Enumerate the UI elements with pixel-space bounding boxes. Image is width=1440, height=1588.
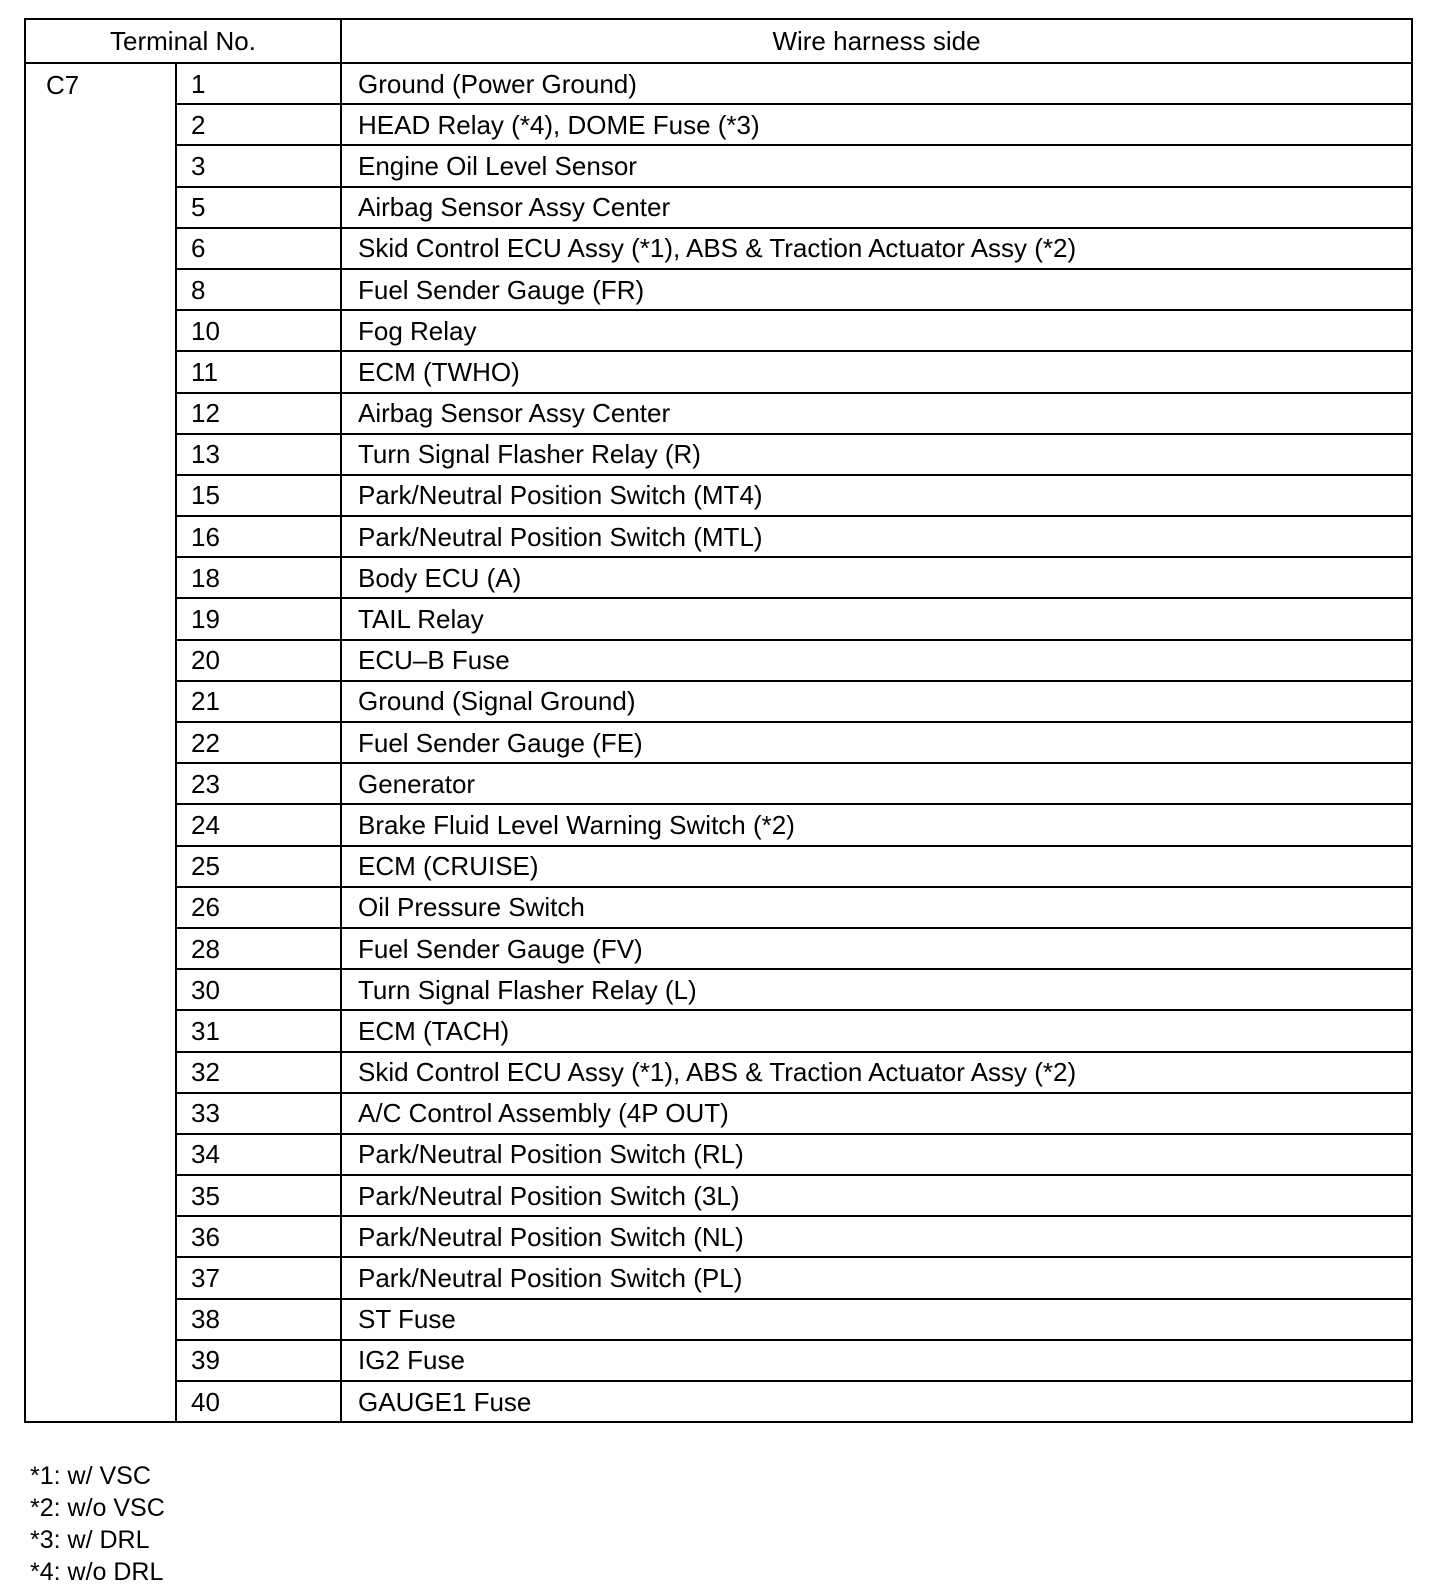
table-row bbox=[25, 928, 1412, 969]
terminal-pin: 39 bbox=[176, 1340, 341, 1381]
terminal-pin: 2 bbox=[176, 104, 341, 145]
terminal-pin: 21 bbox=[176, 681, 341, 722]
wire-harness-description: ECM (TWHO) bbox=[341, 351, 1412, 392]
table-row bbox=[25, 1052, 1412, 1093]
terminal-pin: 35 bbox=[176, 1175, 341, 1216]
table-row bbox=[25, 969, 1412, 1010]
wire-harness-description: Turn Signal Flasher Relay (R) bbox=[341, 434, 1412, 475]
terminal-pin: 12 bbox=[176, 393, 341, 434]
table-row bbox=[25, 104, 1412, 145]
wire-harness-description: Ground (Signal Ground) bbox=[341, 681, 1412, 722]
terminal-pin: 30 bbox=[176, 969, 341, 1010]
wire-harness-description: Park/Neutral Position Switch (MT4) bbox=[341, 475, 1412, 516]
table-row bbox=[25, 269, 1412, 310]
table-row bbox=[25, 1299, 1412, 1340]
wire-harness-description: TAIL Relay bbox=[341, 598, 1412, 639]
table-row bbox=[25, 1381, 1412, 1422]
table-row bbox=[25, 310, 1412, 351]
wire-harness-description: Ground (Power Ground) bbox=[341, 63, 1412, 104]
wire-harness-description: HEAD Relay (*4), DOME Fuse (*3) bbox=[341, 104, 1412, 145]
wire-harness-description: Airbag Sensor Assy Center bbox=[341, 187, 1412, 228]
terminal-pin: 36 bbox=[176, 1216, 341, 1257]
terminal-pin: 32 bbox=[176, 1052, 341, 1093]
terminal-table bbox=[24, 18, 1413, 1423]
terminal-pin: 23 bbox=[176, 763, 341, 804]
terminal-pin: 34 bbox=[176, 1134, 341, 1175]
wire-harness-description: ECM (TACH) bbox=[341, 1010, 1412, 1051]
header-terminal-no: Terminal No. bbox=[25, 19, 341, 63]
terminal-pin: 6 bbox=[176, 228, 341, 269]
wire-harness-description: Park/Neutral Position Switch (RL) bbox=[341, 1134, 1412, 1175]
wire-harness-description: Fog Relay bbox=[341, 310, 1412, 351]
table-row bbox=[25, 434, 1412, 475]
footnote: *2: w/o VSC bbox=[30, 1494, 165, 1522]
terminal-pin: 31 bbox=[176, 1010, 341, 1051]
wire-harness-description: Park/Neutral Position Switch (3L) bbox=[341, 1175, 1412, 1216]
table-row bbox=[25, 1216, 1412, 1257]
footnote: *3: w/ DRL bbox=[30, 1526, 150, 1554]
wire-harness-description: GAUGE1 Fuse bbox=[341, 1381, 1412, 1422]
terminal-pin: 8 bbox=[176, 269, 341, 310]
terminal-pin: 10 bbox=[176, 310, 341, 351]
table-row bbox=[25, 598, 1412, 639]
terminal-pin: 24 bbox=[176, 804, 341, 845]
table-row bbox=[25, 351, 1412, 392]
table-row bbox=[25, 1257, 1412, 1298]
wire-harness-description: Airbag Sensor Assy Center bbox=[341, 393, 1412, 434]
terminal-pin: 19 bbox=[176, 598, 341, 639]
terminal-pin: 15 bbox=[176, 475, 341, 516]
wire-harness-description: Turn Signal Flasher Relay (L) bbox=[341, 969, 1412, 1010]
table-header-row bbox=[25, 19, 1412, 63]
terminal-pin: 28 bbox=[176, 928, 341, 969]
table-row bbox=[25, 557, 1412, 598]
wire-harness-description: Park/Neutral Position Switch (MTL) bbox=[341, 516, 1412, 557]
table-row bbox=[25, 722, 1412, 763]
terminal-pin: 16 bbox=[176, 516, 341, 557]
table-row bbox=[25, 681, 1412, 722]
wire-harness-description: Skid Control ECU Assy (*1), ABS & Traction Actuator Assy (*2) bbox=[341, 228, 1412, 269]
wire-harness-description: Park/Neutral Position Switch (NL) bbox=[341, 1216, 1412, 1257]
terminal-pin: 18 bbox=[176, 557, 341, 598]
table-row bbox=[25, 475, 1412, 516]
table-row bbox=[25, 1134, 1412, 1175]
table-row bbox=[25, 887, 1412, 928]
wire-harness-description: Generator bbox=[341, 763, 1412, 804]
wire-harness-description: Fuel Sender Gauge (FE) bbox=[341, 722, 1412, 763]
terminal-pin: 33 bbox=[176, 1093, 341, 1134]
table-row bbox=[25, 763, 1412, 804]
table-row bbox=[25, 640, 1412, 681]
wire-harness-description: Engine Oil Level Sensor bbox=[341, 145, 1412, 186]
terminal-pin: 25 bbox=[176, 846, 341, 887]
terminal-pin: 38 bbox=[176, 1299, 341, 1340]
table-row bbox=[25, 187, 1412, 228]
wire-harness-description: Skid Control ECU Assy (*1), ABS & Traction Actuator Assy (*2) bbox=[341, 1052, 1412, 1093]
table-row bbox=[25, 228, 1412, 269]
connector-code: C7 bbox=[25, 63, 176, 1422]
wire-harness-description: ST Fuse bbox=[341, 1299, 1412, 1340]
wire-harness-description: A/C Control Assembly (4P OUT) bbox=[341, 1093, 1412, 1134]
wire-harness-description: Park/Neutral Position Switch (PL) bbox=[341, 1257, 1412, 1298]
table-row bbox=[25, 393, 1412, 434]
terminal-pin: 11 bbox=[176, 351, 341, 392]
terminal-pin: 26 bbox=[176, 887, 341, 928]
wire-harness-description: Brake Fluid Level Warning Switch (*2) bbox=[341, 804, 1412, 845]
wire-harness-description: ECU–B Fuse bbox=[341, 640, 1412, 681]
wire-harness-description: IG2 Fuse bbox=[341, 1340, 1412, 1381]
terminal-pin: 5 bbox=[176, 187, 341, 228]
table-row bbox=[25, 63, 1412, 104]
footnote: *4: w/o DRL bbox=[30, 1558, 164, 1586]
wire-harness-description: Oil Pressure Switch bbox=[341, 887, 1412, 928]
table-row bbox=[25, 516, 1412, 557]
table-row bbox=[25, 1093, 1412, 1134]
terminal-pin: 37 bbox=[176, 1257, 341, 1298]
terminal-pin: 40 bbox=[176, 1381, 341, 1422]
terminal-pin: 22 bbox=[176, 722, 341, 763]
footnotes bbox=[30, 1460, 165, 1588]
table-row bbox=[25, 1010, 1412, 1051]
table-row bbox=[25, 1340, 1412, 1381]
table-row bbox=[25, 1175, 1412, 1216]
footnote: *1: w/ VSC bbox=[30, 1462, 151, 1490]
table-row bbox=[25, 145, 1412, 186]
wire-harness-description: Fuel Sender Gauge (FV) bbox=[341, 928, 1412, 969]
header-wire-harness-side: Wire harness side bbox=[341, 19, 1412, 63]
terminal-pin: 13 bbox=[176, 434, 341, 475]
terminal-pin: 1 bbox=[176, 63, 341, 104]
wire-harness-description: ECM (CRUISE) bbox=[341, 846, 1412, 887]
wire-harness-description: Fuel Sender Gauge (FR) bbox=[341, 269, 1412, 310]
table-row bbox=[25, 804, 1412, 845]
table-row bbox=[25, 846, 1412, 887]
wire-harness-description: Body ECU (A) bbox=[341, 557, 1412, 598]
terminal-pin: 20 bbox=[176, 640, 341, 681]
terminal-pin: 3 bbox=[176, 145, 341, 186]
